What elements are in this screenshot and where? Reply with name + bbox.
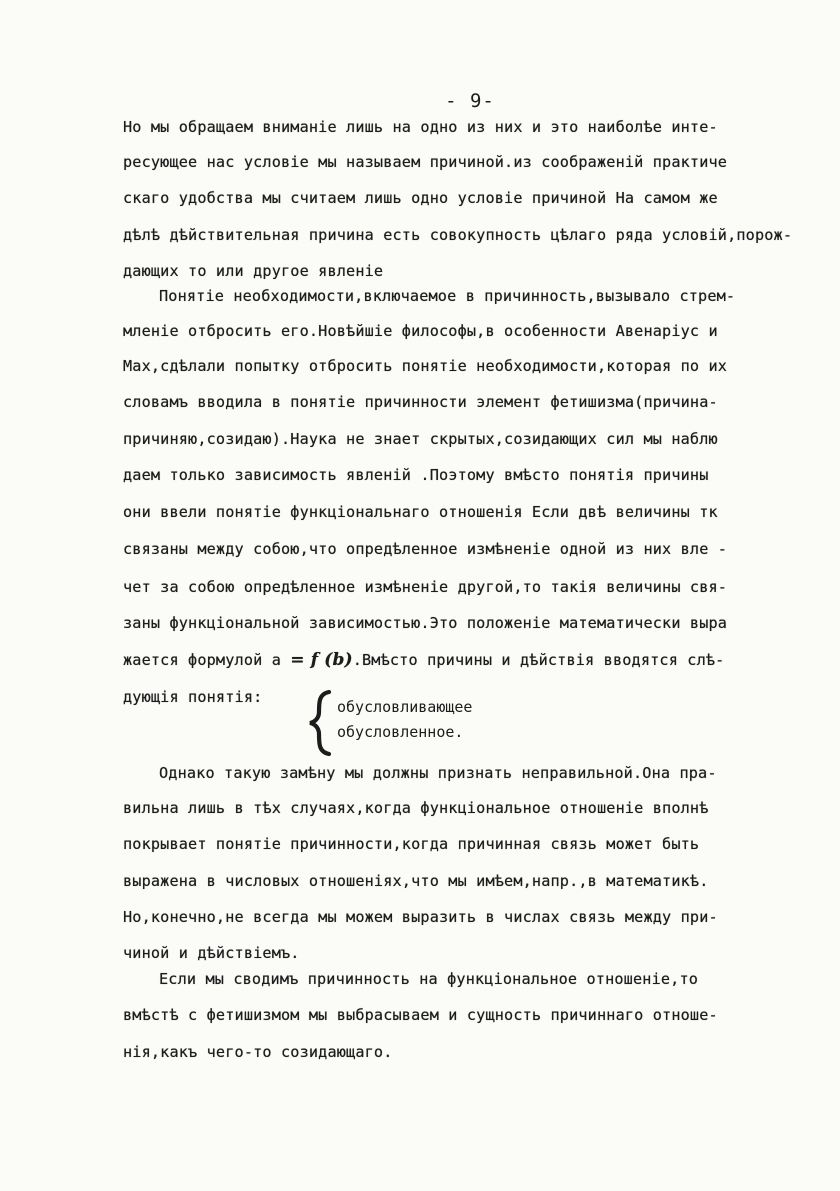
text-line: Понятіе необходимости,включаемое в причинность,вызывало стрем- [159,287,736,305]
list-intro: дующія понятія: [123,688,263,706]
text-line: заны функціональной зависимостью.Это положеніе математически выра [123,614,728,632]
formula-line-after: .Вмѣсто причины и дѣйствія вводятся слѣ- [352,651,725,669]
text-line: Однако такую замѣну мы должны признать неправильной.Она пра- [159,764,717,782]
brace-item: обусловливающее [337,698,473,716]
text-line: покрывает понятіе причинности,когда причинная связь может быть [123,835,700,853]
text-line: вильна лишь в тѣх случаях,когда функціональное отношеніе вполнѣ [123,799,709,817]
text-line: Мах,сдѣлали попытку отбросить понятіе необходимости,которая по их [123,357,728,375]
text-line: дѣлѣ дѣйствительная причина есть совокупность цѣлаго ряда условій,порож- [123,226,793,244]
text-line: мленіе отбросить его.Новѣйшіе философы,в особенности Авенаріус и [123,322,718,340]
text-line: дающих то или другое явленіе [123,262,384,280]
text-line: даем только зависимость явленій .Поэтому вмѣсто понятія причины [123,466,709,484]
text-line: Если мы сводимъ причинность на функціональное отношеніе,то [159,970,699,988]
text-line: причиняю,созидаю).Наука не знает скрытых,созидающих сил мы наблю [123,430,718,448]
page-number: - 9- [445,90,495,112]
text-line: вмѣстѣ с фетишизмом мы выбрасываем и сущность причиннаго отноше- [123,1006,718,1024]
text-line: выражена в числовых отношеніях,что мы имѣем,напр.,в математикѣ. [123,872,709,890]
text-line: чиной и дѣйствіемъ. [123,944,300,962]
text-line: Но,конечно,не всегда мы можем выразить в числах связь между при- [123,908,718,926]
text-line: скаго удобства мы считаем лишь одно условіе причиной На самом же [123,189,718,207]
text-line: ресующее нас условіе мы называем причиной.из соображеній практиче [123,153,728,171]
formula: = f (b) [290,650,353,670]
text-line: чет за собою опредѣленное измѣненіе другой,то такія величины свя- [123,578,728,596]
formula-line-before: жается формулой а [123,651,291,669]
brace-list [305,692,525,762]
brace-item: обусловленное. [337,723,464,741]
text-line: Но мы обращаем вниманіе лишь на одно из них и это наиболѣе инте- [123,118,718,136]
text-line: они ввели понятіе функціональнаго отношенія Если двѣ величины тк [123,503,718,521]
formula-line [123,650,763,670]
text-line: словамъ вводила в понятіе причинности элемент фетишизма(причина- [123,393,718,411]
text-line: связаны между собою,что опредѣленное измѣненіе одной из них вле - [123,540,728,558]
curly-brace-icon [305,688,335,758]
text-line: нія,какъ чего-то созидающаго. [123,1043,393,1061]
